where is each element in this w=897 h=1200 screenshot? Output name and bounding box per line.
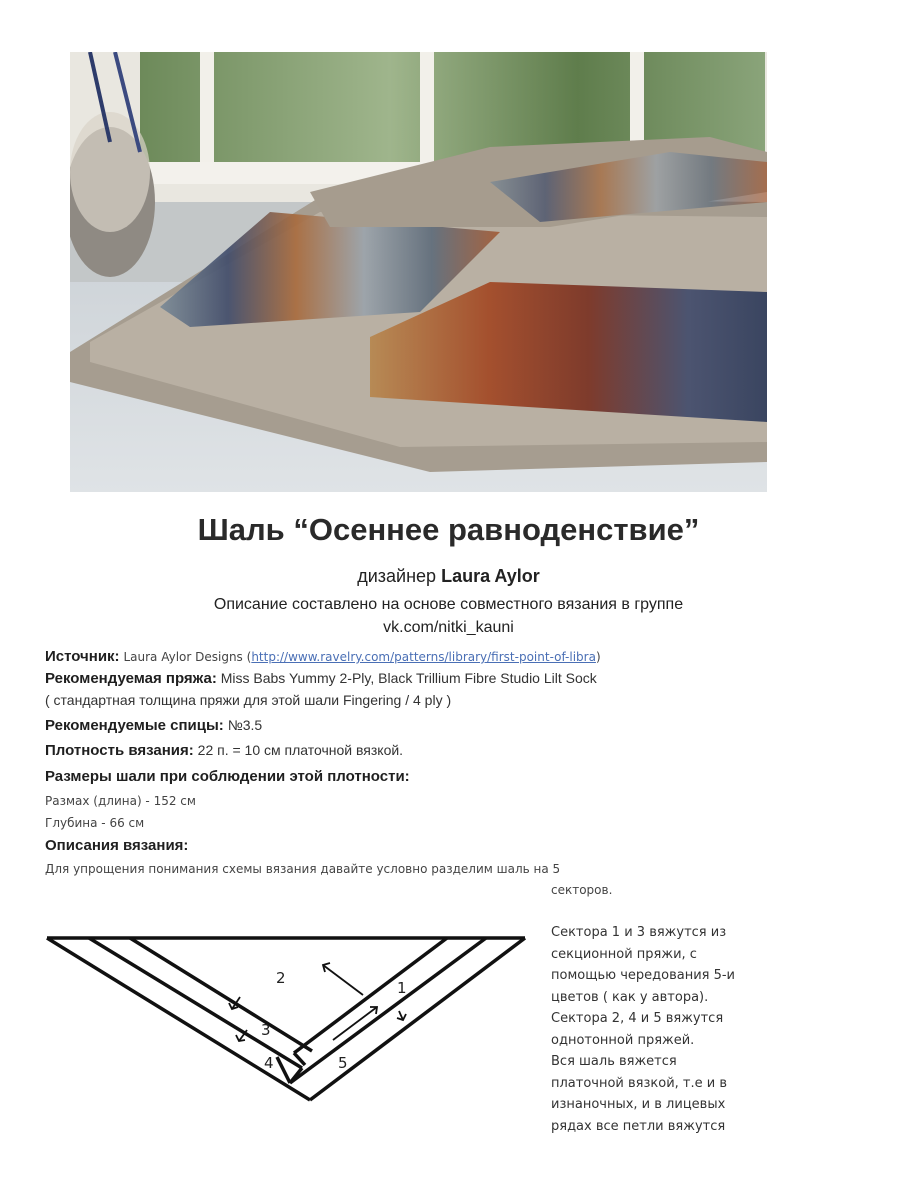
sector-label-4: 4 [264,1054,274,1072]
yarn-label: Рекомендуемая пряжа: [45,670,217,687]
note-line: однотонной пряжей. [551,1032,695,1048]
note-line: рядах все петли вяжутся [551,1118,726,1134]
needles-row [45,717,262,734]
source-label: Источник: [45,648,120,665]
source-link[interactable]: http://www.ravelry.com/patterns/library/first-point-of-libra [251,650,596,664]
sector-label-5: 5 [338,1054,348,1072]
diagram-left-mid [89,938,302,1068]
designer-name: Laura Aylor [441,566,540,586]
designer-line [0,566,897,587]
note-line: цветов ( как у автора). [551,989,709,1005]
diagram-right-inner [294,938,447,1053]
description-text-cont: секторов. [551,883,613,897]
source-text: Laura Aylor Designs ( [123,650,252,664]
note-line: помощью чередования 5-и [551,968,736,983]
note-line: изнаночных, и в лицевых [551,1097,726,1112]
description-label: Описания вязания: [45,837,189,854]
gauge-label: Плотность вязания: [45,742,194,759]
yarn-note: ( стандартная толщина пряжи для этой шали Fingering / 4 ply ) [45,692,452,708]
note-line: Сектора 2, 4 и 5 вяжутся [551,1011,724,1026]
shawl-sector-diagram [40,925,540,1115]
diagram-left-inner [130,938,312,1051]
group-link: vk.com/nitki_kauni [383,619,514,636]
size-span: Размах (длина) - 152 см [45,794,196,808]
note-line: платочной вязкой, т.е и в [551,1075,728,1091]
shawl-photo-image [70,52,767,492]
diagram-arrows [229,963,406,1041]
yarn-text: Miss Babs Yummy 2-Ply, Black Trillium Fibre Studio Lilt Sock [220,670,597,686]
diagram-left-outer [47,938,310,1100]
designer-prefix: дизайнер [357,566,437,586]
page-title: Шаль “Осеннее равноденствие” [197,512,700,547]
diagram-right-mid [290,938,486,1083]
note-line: Сектора 1 и 3 вяжутся из [551,925,727,940]
source-close: ) [595,650,601,664]
note-line: Вся шаль вяжется [551,1054,677,1069]
sizes-label: Размеры шали при соблюдении этой плотности: [45,768,410,785]
sector-label-2: 2 [276,969,286,987]
yarn-row [45,670,597,687]
source-row [45,648,601,665]
description-heading [45,837,188,854]
shawl-photo [70,52,767,492]
gauge-text: 22 п. = 10 см платочной вязкой. [197,742,404,758]
gauge-row [45,742,403,759]
sector-notes [551,922,811,1137]
intro-line: Описание составлено на основе совместного вязания в группе [213,596,684,613]
needles-text: №3.5 [227,717,263,733]
sector-label-1: 1 [397,979,407,997]
description-text: Для упрощения понимания схемы вязания давайте условно разделим шаль на 5 [45,862,561,876]
sizes-heading [45,768,410,785]
sector-label-3: 3 [261,1021,271,1039]
needles-label: Рекомендуемые спицы: [45,717,224,734]
note-line: секционной пряжи, с [551,946,697,962]
size-depth: Глубина - 66 см [45,816,145,830]
